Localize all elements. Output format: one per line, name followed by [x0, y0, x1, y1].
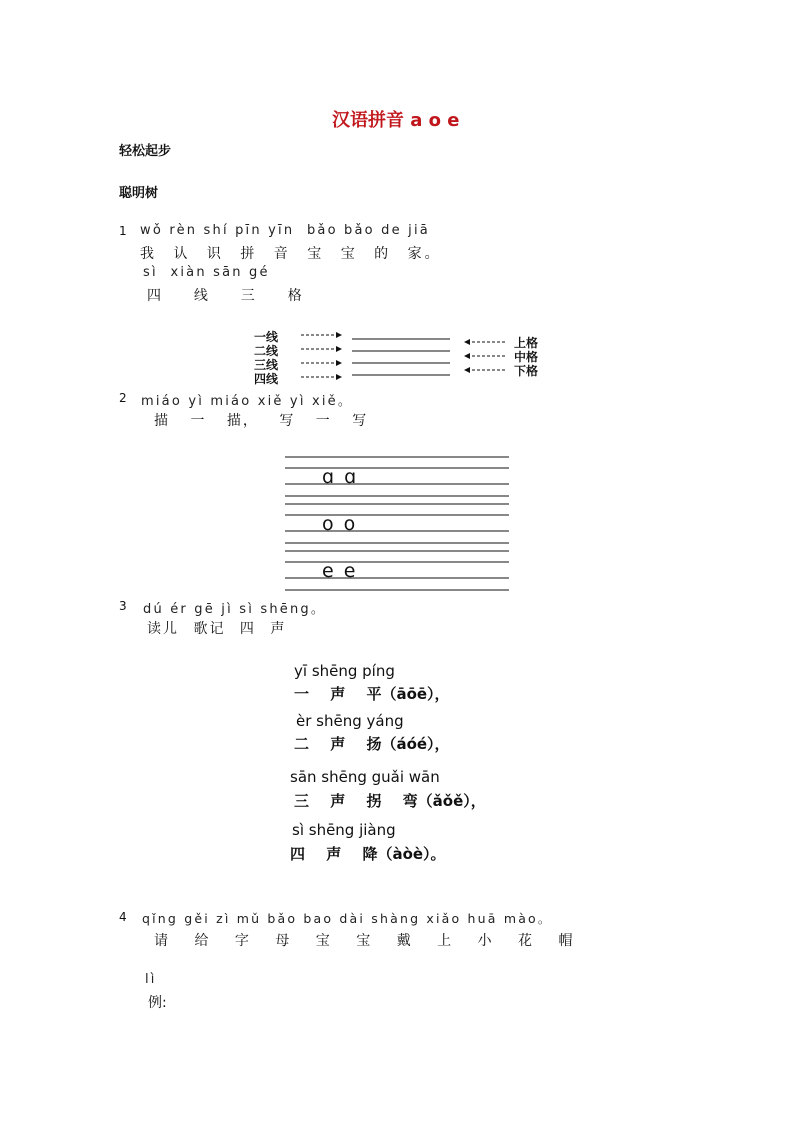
example-label: 例: [148, 995, 167, 1011]
q4-pinyin: qǐng gěi zì mǔ bǎo bao dài shàng xiǎo huā mào。 [142, 911, 553, 926]
song-line-3-pinyin: sān shēng guǎi wān [290, 768, 440, 786]
q2-pinyin: miáo yì miáo xiě yì xiě。 [141, 394, 354, 409]
section-heading-smart-tree: 聪明树 [119, 186, 159, 201]
question-number-4: 4 [119, 910, 127, 924]
section-heading-start: 轻松起步 [119, 144, 172, 159]
page-title: 汉语拼音 a o e [332, 110, 460, 131]
cell-label-middle: 中格 [514, 350, 539, 364]
line-label-2: 二线 [254, 344, 279, 358]
song-line-4-pinyin: sì shēng jiàng [292, 821, 396, 839]
question-number-3: 3 [119, 599, 127, 613]
song-line-1-hanzi: 一 声 平（āōē）， [294, 685, 450, 703]
song-line-2-pinyin: èr shēng yáng [296, 712, 404, 730]
q4-hanzi: 请 给 字 母 宝 宝 戴 上 小 花 帽 [154, 933, 577, 949]
four-lines-graphic [295, 328, 545, 388]
letter-o-sample: o o [322, 513, 358, 535]
letter-a-sample: ɑ ɑ [322, 466, 359, 488]
q4-extra-pinyin: lì [145, 972, 157, 987]
line-label-4: 四线 [254, 372, 279, 386]
q3-pinyin: dú ér gē jì sì shēng。 [143, 602, 327, 617]
line-label-3: 三线 [254, 358, 279, 372]
question-number-2: 2 [119, 391, 127, 405]
q1-hanzi: 我 认 识 拼 音 宝 宝 的 家。 [140, 246, 442, 262]
line-label-1: 一线 [254, 330, 279, 344]
cell-label-bottom: 下格 [514, 364, 539, 378]
song-line-3-hanzi: 三 声 拐 弯（ǎǒě）， [294, 792, 486, 810]
question-number-1: 1 [119, 224, 127, 238]
song-line-4-hanzi: 四 声 降（àòè）。 [290, 845, 446, 863]
cell-label-top: 上格 [514, 336, 539, 350]
q2-hanzi: 描 一 描， 写 一 写 [154, 413, 369, 429]
q1-pinyin-2: sì xiàn sān gé [143, 265, 270, 280]
q1-hanzi-2: 四 线 三 格 [147, 288, 302, 304]
q3-hanzi: 读儿 歌记 四 声 [147, 621, 287, 637]
song-line-1-pinyin: yī shēng píng [294, 662, 395, 680]
letter-e-sample: e e [322, 560, 358, 582]
q1-pinyin: wǒ rèn shí pīn yīn bǎo bǎo de jiā [140, 223, 430, 238]
writing-grid [285, 452, 511, 594]
song-line-2-hanzi: 二 声 扬（áóé）， [294, 735, 450, 753]
